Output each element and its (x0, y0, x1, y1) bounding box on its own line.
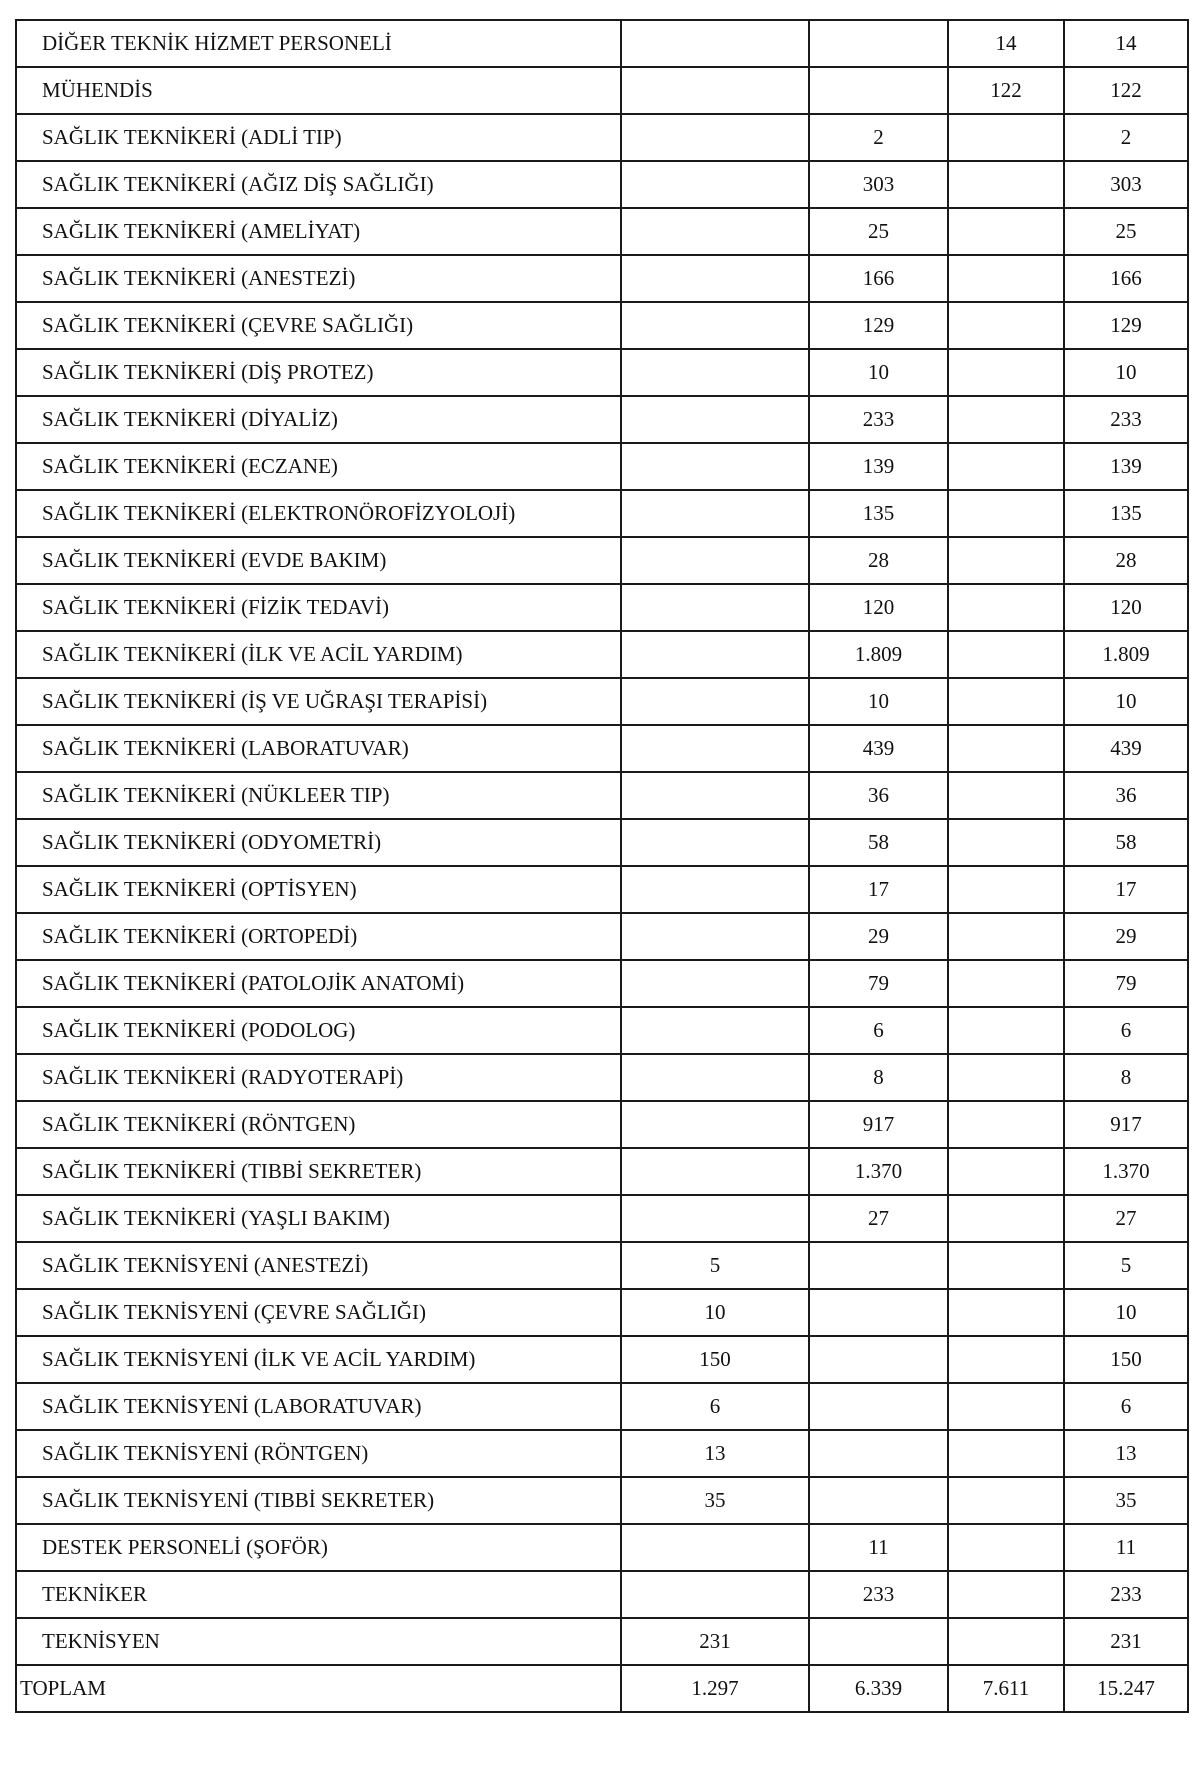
count-cell-col-3: 11 (809, 1524, 948, 1571)
row-total-cell: 27 (1064, 1195, 1188, 1242)
count-cell-col-4 (948, 1571, 1064, 1618)
count-cell-col-3: 1.370 (809, 1148, 948, 1195)
row-total-cell: 15.247 (1064, 1665, 1188, 1712)
table-body (16, 20, 1188, 1712)
count-cell-col-4 (948, 866, 1064, 913)
count-cell-col-3: 6.339 (809, 1665, 948, 1712)
row-total-cell: 25 (1064, 208, 1188, 255)
table-row (16, 1618, 1188, 1665)
position-cell: SAĞLIK TEKNİKERİ (OPTİSYEN) (16, 866, 621, 913)
position-cell: SAĞLIK TEKNİKERİ (NÜKLEER TIP) (16, 772, 621, 819)
row-total-cell: 17 (1064, 866, 1188, 913)
count-cell-col-2 (621, 20, 809, 67)
table-row (16, 1289, 1188, 1336)
count-cell-col-2 (621, 67, 809, 114)
count-cell-col-4 (948, 1477, 1064, 1524)
count-cell-col-3 (809, 1430, 948, 1477)
count-cell-col-4 (948, 913, 1064, 960)
count-cell-col-2 (621, 255, 809, 302)
position-cell: SAĞLIK TEKNİKERİ (ODYOMETRİ) (16, 819, 621, 866)
position-cell: SAĞLIK TEKNİKERİ (PODOLOG) (16, 1007, 621, 1054)
position-cell: SAĞLIK TEKNİKERİ (AĞIZ DİŞ SAĞLIĞI) (16, 161, 621, 208)
row-total-cell: 10 (1064, 678, 1188, 725)
count-cell-col-3: 129 (809, 302, 948, 349)
table-row (16, 490, 1188, 537)
count-cell-col-2 (621, 1148, 809, 1195)
row-total-cell: 120 (1064, 584, 1188, 631)
row-total-cell: 2 (1064, 114, 1188, 161)
count-cell-col-3 (809, 1289, 948, 1336)
position-cell: SAĞLIK TEKNİKERİ (FİZİK TEDAVİ) (16, 584, 621, 631)
count-cell-col-3: 917 (809, 1101, 948, 1148)
position-cell: SAĞLIK TEKNİKERİ (EVDE BAKIM) (16, 537, 621, 584)
count-cell-col-3 (809, 1383, 948, 1430)
table-row (16, 913, 1188, 960)
position-cell: SAĞLIK TEKNİKERİ (TIBBİ SEKRETER) (16, 1148, 621, 1195)
count-cell-col-3: 27 (809, 1195, 948, 1242)
table-row (16, 255, 1188, 302)
count-cell-col-2: 1.297 (621, 1665, 809, 1712)
count-cell-col-4 (948, 1618, 1064, 1665)
count-cell-col-2: 13 (621, 1430, 809, 1477)
count-cell-col-3 (809, 1242, 948, 1289)
position-cell: DİĞER TEKNİK HİZMET PERSONELİ (16, 20, 621, 67)
row-total-cell: 58 (1064, 819, 1188, 866)
position-cell: TEKNİKER (16, 1571, 621, 1618)
count-cell-col-3: 139 (809, 443, 948, 490)
row-total-cell: 129 (1064, 302, 1188, 349)
table-row (16, 1195, 1188, 1242)
count-cell-col-2: 6 (621, 1383, 809, 1430)
count-cell-col-3 (809, 1477, 948, 1524)
count-cell-col-3: 6 (809, 1007, 948, 1054)
count-cell-col-4 (948, 1007, 1064, 1054)
table-row (16, 161, 1188, 208)
position-cell: DESTEK PERSONELİ (ŞOFÖR) (16, 1524, 621, 1571)
row-total-cell: 35 (1064, 1477, 1188, 1524)
row-total-cell: 10 (1064, 1289, 1188, 1336)
row-total-cell: 122 (1064, 67, 1188, 114)
count-cell-col-2 (621, 772, 809, 819)
position-cell: SAĞLIK TEKNİKERİ (İŞ VE UĞRAŞI TERAPİSİ) (16, 678, 621, 725)
count-cell-col-4 (948, 584, 1064, 631)
position-cell: SAĞLIK TEKNİKERİ (DİYALİZ) (16, 396, 621, 443)
table-row (16, 302, 1188, 349)
table-row (16, 396, 1188, 443)
row-total-cell: 5 (1064, 1242, 1188, 1289)
count-cell-col-4 (948, 1195, 1064, 1242)
count-cell-col-2: 10 (621, 1289, 809, 1336)
count-cell-col-2 (621, 396, 809, 443)
row-total-cell: 233 (1064, 1571, 1188, 1618)
position-cell: SAĞLIK TEKNİSYENİ (İLK VE ACİL YARDIM) (16, 1336, 621, 1383)
position-cell: SAĞLIK TEKNİKERİ (ÇEVRE SAĞLIĞI) (16, 302, 621, 349)
row-total-cell: 13 (1064, 1430, 1188, 1477)
row-total-cell: 1.370 (1064, 1148, 1188, 1195)
count-cell-col-2 (621, 114, 809, 161)
row-total-cell: 79 (1064, 960, 1188, 1007)
row-total-cell: 150 (1064, 1336, 1188, 1383)
position-cell: SAĞLIK TEKNİKERİ (LABORATUVAR) (16, 725, 621, 772)
count-cell-col-2 (621, 631, 809, 678)
count-cell-col-4 (948, 1148, 1064, 1195)
position-cell: MÜHENDİS (16, 67, 621, 114)
position-cell: SAĞLIK TEKNİKERİ (ELEKTRONÖROFİZYOLOJİ) (16, 490, 621, 537)
position-cell: SAĞLIK TEKNİKERİ (İLK VE ACİL YARDIM) (16, 631, 621, 678)
count-cell-col-2: 35 (621, 1477, 809, 1524)
table-row (16, 1383, 1188, 1430)
position-cell: SAĞLIK TEKNİKERİ (RADYOTERAPİ) (16, 1054, 621, 1101)
count-cell-col-2 (621, 819, 809, 866)
count-cell-col-4 (948, 537, 1064, 584)
count-cell-col-4 (948, 678, 1064, 725)
count-cell-col-4 (948, 960, 1064, 1007)
table-row (16, 1101, 1188, 1148)
total-row (16, 1665, 1188, 1712)
count-cell-col-3: 36 (809, 772, 948, 819)
personnel-table (15, 19, 1189, 1713)
count-cell-col-3: 8 (809, 1054, 948, 1101)
position-cell: SAĞLIK TEKNİKERİ (DİŞ PROTEZ) (16, 349, 621, 396)
position-cell: SAĞLIK TEKNİSYENİ (RÖNTGEN) (16, 1430, 621, 1477)
table-row (16, 866, 1188, 913)
row-total-cell: 14 (1064, 20, 1188, 67)
count-cell-col-3: 120 (809, 584, 948, 631)
table-row (16, 1336, 1188, 1383)
position-cell: SAĞLIK TEKNİKERİ (ECZANE) (16, 443, 621, 490)
count-cell-col-3 (809, 1618, 948, 1665)
count-cell-col-2: 5 (621, 1242, 809, 1289)
row-total-cell: 233 (1064, 396, 1188, 443)
row-total-cell: 10 (1064, 349, 1188, 396)
count-cell-col-3: 303 (809, 161, 948, 208)
table-row (16, 349, 1188, 396)
row-total-cell: 36 (1064, 772, 1188, 819)
row-total-cell: 917 (1064, 1101, 1188, 1148)
table-row (16, 1007, 1188, 1054)
count-cell-col-4 (948, 208, 1064, 255)
count-cell-col-4 (948, 1242, 1064, 1289)
count-cell-col-3: 29 (809, 913, 948, 960)
count-cell-col-2 (621, 913, 809, 960)
position-cell: SAĞLIK TEKNİSYENİ (LABORATUVAR) (16, 1383, 621, 1430)
row-total-cell: 166 (1064, 255, 1188, 302)
position-cell: TEKNİSYEN (16, 1618, 621, 1665)
table-row (16, 67, 1188, 114)
position-cell: SAĞLIK TEKNİKERİ (RÖNTGEN) (16, 1101, 621, 1148)
position-cell: TOPLAM (16, 1665, 621, 1712)
count-cell-col-3: 79 (809, 960, 948, 1007)
count-cell-col-3: 233 (809, 1571, 948, 1618)
count-cell-col-2 (621, 161, 809, 208)
table-row (16, 631, 1188, 678)
position-cell: SAĞLIK TEKNİSYENİ (TIBBİ SEKRETER) (16, 1477, 621, 1524)
row-total-cell: 6 (1064, 1383, 1188, 1430)
table-row (16, 443, 1188, 490)
count-cell-col-4 (948, 1336, 1064, 1383)
table-row (16, 678, 1188, 725)
count-cell-col-2 (621, 960, 809, 1007)
table-row (16, 819, 1188, 866)
count-cell-col-3: 25 (809, 208, 948, 255)
position-cell: SAĞLIK TEKNİKERİ (ANESTEZİ) (16, 255, 621, 302)
count-cell-col-2 (621, 1195, 809, 1242)
count-cell-col-4 (948, 443, 1064, 490)
count-cell-col-4 (948, 396, 1064, 443)
count-cell-col-3: 17 (809, 866, 948, 913)
count-cell-col-2 (621, 584, 809, 631)
position-cell: SAĞLIK TEKNİKERİ (YAŞLI BAKIM) (16, 1195, 621, 1242)
table-row (16, 208, 1188, 255)
row-total-cell: 1.809 (1064, 631, 1188, 678)
row-total-cell: 29 (1064, 913, 1188, 960)
count-cell-col-2 (621, 1101, 809, 1148)
table-row (16, 20, 1188, 67)
count-cell-col-4: 7.611 (948, 1665, 1064, 1712)
document-page (15, 19, 1187, 1713)
count-cell-col-3 (809, 1336, 948, 1383)
table-row (16, 584, 1188, 631)
count-cell-col-3: 10 (809, 678, 948, 725)
count-cell-col-4 (948, 302, 1064, 349)
count-cell-col-4 (948, 1289, 1064, 1336)
count-cell-col-3: 135 (809, 490, 948, 537)
row-total-cell: 231 (1064, 1618, 1188, 1665)
row-total-cell: 6 (1064, 1007, 1188, 1054)
count-cell-col-4 (948, 772, 1064, 819)
row-total-cell: 303 (1064, 161, 1188, 208)
position-cell: SAĞLIK TEKNİKERİ (ADLİ TIP) (16, 114, 621, 161)
count-cell-col-2: 231 (621, 1618, 809, 1665)
count-cell-col-2 (621, 537, 809, 584)
count-cell-col-3: 58 (809, 819, 948, 866)
count-cell-col-2 (621, 208, 809, 255)
table-row (16, 1242, 1188, 1289)
position-cell: SAĞLIK TEKNİSYENİ (ÇEVRE SAĞLIĞI) (16, 1289, 621, 1336)
table-row (16, 1430, 1188, 1477)
row-total-cell: 439 (1064, 725, 1188, 772)
count-cell-col-4 (948, 1054, 1064, 1101)
count-cell-col-4 (948, 1383, 1064, 1430)
table-row (16, 1054, 1188, 1101)
row-total-cell: 135 (1064, 490, 1188, 537)
count-cell-col-2 (621, 1007, 809, 1054)
row-total-cell: 8 (1064, 1054, 1188, 1101)
count-cell-col-2 (621, 349, 809, 396)
count-cell-col-3: 166 (809, 255, 948, 302)
count-cell-col-4 (948, 1430, 1064, 1477)
table-row (16, 537, 1188, 584)
count-cell-col-2 (621, 1054, 809, 1101)
count-cell-col-4 (948, 161, 1064, 208)
table-row (16, 1477, 1188, 1524)
count-cell-col-2 (621, 443, 809, 490)
count-cell-col-3: 1.809 (809, 631, 948, 678)
row-total-cell: 11 (1064, 1524, 1188, 1571)
count-cell-col-3: 233 (809, 396, 948, 443)
count-cell-col-2 (621, 302, 809, 349)
count-cell-col-3: 10 (809, 349, 948, 396)
count-cell-col-2: 150 (621, 1336, 809, 1383)
table-row (16, 114, 1188, 161)
row-total-cell: 139 (1064, 443, 1188, 490)
count-cell-col-4 (948, 114, 1064, 161)
table-row (16, 1148, 1188, 1195)
count-cell-col-2 (621, 1571, 809, 1618)
table-row (16, 725, 1188, 772)
row-total-cell: 28 (1064, 537, 1188, 584)
count-cell-col-2 (621, 678, 809, 725)
count-cell-col-4 (948, 819, 1064, 866)
count-cell-col-3: 2 (809, 114, 948, 161)
count-cell-col-2 (621, 866, 809, 913)
count-cell-col-4: 122 (948, 67, 1064, 114)
table-row (16, 1571, 1188, 1618)
count-cell-col-4 (948, 1101, 1064, 1148)
position-cell: SAĞLIK TEKNİKERİ (ORTOPEDİ) (16, 913, 621, 960)
count-cell-col-4: 14 (948, 20, 1064, 67)
count-cell-col-4 (948, 349, 1064, 396)
count-cell-col-3 (809, 20, 948, 67)
count-cell-col-3: 439 (809, 725, 948, 772)
position-cell: SAĞLIK TEKNİSYENİ (ANESTEZİ) (16, 1242, 621, 1289)
count-cell-col-2 (621, 725, 809, 772)
count-cell-col-4 (948, 255, 1064, 302)
table-row (16, 772, 1188, 819)
count-cell-col-4 (948, 631, 1064, 678)
table-row (16, 960, 1188, 1007)
count-cell-col-2 (621, 1524, 809, 1571)
table-row (16, 1524, 1188, 1571)
count-cell-col-2 (621, 490, 809, 537)
count-cell-col-4 (948, 1524, 1064, 1571)
count-cell-col-4 (948, 490, 1064, 537)
position-cell: SAĞLIK TEKNİKERİ (AMELİYAT) (16, 208, 621, 255)
position-cell: SAĞLIK TEKNİKERİ (PATOLOJİK ANATOMİ) (16, 960, 621, 1007)
count-cell-col-3 (809, 67, 948, 114)
count-cell-col-4 (948, 725, 1064, 772)
count-cell-col-3: 28 (809, 537, 948, 584)
